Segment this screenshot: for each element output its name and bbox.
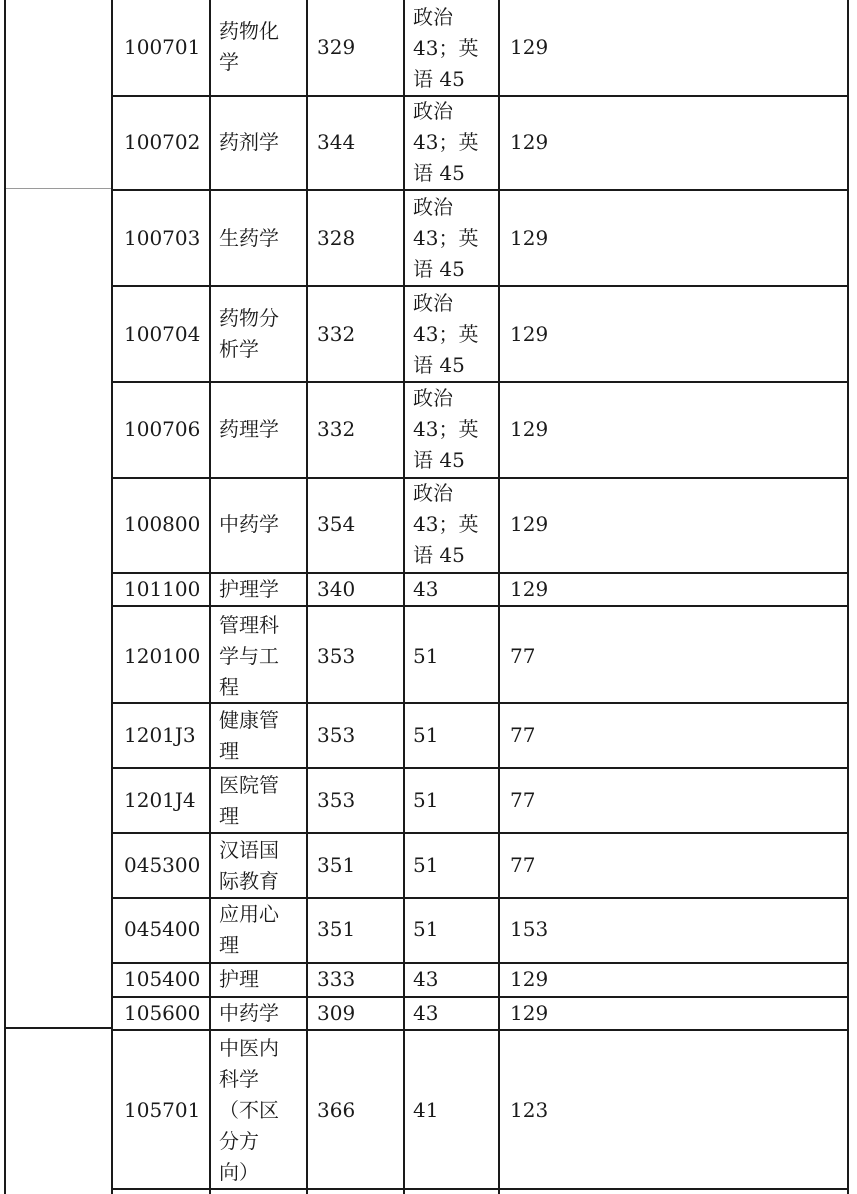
table-cell-code: 101100 bbox=[124, 577, 201, 601]
table-cell-single: 51 bbox=[413, 853, 439, 877]
table-cell-other: 129 bbox=[510, 577, 549, 601]
table-border-name-column bbox=[306, 0, 308, 1194]
table-cell-name: 应用心 理 bbox=[219, 902, 279, 957]
table-cell-single: 41 bbox=[413, 1098, 439, 1122]
table-cell-other: 153 bbox=[510, 917, 549, 941]
table-cell-code: 105400 bbox=[124, 967, 201, 991]
table-cell-other: 123 bbox=[510, 1098, 549, 1122]
table-cell-name: 医院管 理 bbox=[219, 773, 279, 828]
table-cell-name: 药理学 bbox=[219, 417, 279, 441]
table-cell-total: 353 bbox=[317, 723, 356, 747]
table-cell-single: 51 bbox=[413, 788, 439, 812]
table-cell-total: 353 bbox=[317, 788, 356, 812]
table-cell-code: 120100 bbox=[124, 644, 201, 668]
group-divider bbox=[4, 1027, 111, 1029]
table-cell-other: 129 bbox=[510, 967, 549, 991]
row-divider bbox=[111, 1029, 849, 1031]
table-border-right bbox=[847, 0, 849, 1194]
table-cell-total: 351 bbox=[317, 853, 356, 877]
table-cell-total: 366 bbox=[317, 1098, 356, 1122]
table-cell-single: 43 bbox=[413, 967, 439, 991]
table-cell-name: 药物分 析学 bbox=[219, 306, 279, 361]
table-cell-code: 105600 bbox=[124, 1001, 201, 1025]
table-cell-single: 政治 43；英 语 45 bbox=[413, 291, 479, 377]
table-cell-name: 汉语国 际教育 bbox=[219, 838, 279, 893]
table-cell-name: 护理学 bbox=[219, 577, 279, 601]
table-cell-code: 100701 bbox=[124, 35, 201, 59]
table-cell-other: 129 bbox=[510, 130, 549, 154]
table-cell-other: 129 bbox=[510, 35, 549, 59]
table-cell-other: 129 bbox=[510, 512, 549, 536]
table-cell-name: 中药学 bbox=[219, 512, 279, 536]
table-cell-single: 政治 43；英 语 45 bbox=[413, 99, 479, 185]
table-border-left bbox=[4, 0, 6, 1194]
table-cell-code: 100703 bbox=[124, 226, 201, 250]
row-divider bbox=[111, 1188, 849, 1190]
table-cell-total: 332 bbox=[317, 417, 356, 441]
table-cell-name: 药剂学 bbox=[219, 130, 279, 154]
table-cell-name: 中药学 bbox=[219, 1001, 279, 1025]
row-divider bbox=[111, 832, 849, 834]
table-cell-total: 309 bbox=[317, 1001, 356, 1025]
table-cell-code: 1201J3 bbox=[124, 723, 196, 747]
row-divider bbox=[111, 767, 849, 769]
table-cell-name: 生药学 bbox=[219, 226, 279, 250]
row-divider bbox=[111, 285, 849, 287]
table-border-code-column bbox=[209, 0, 211, 1194]
table-cell-other: 129 bbox=[510, 226, 549, 250]
table-cell-other: 129 bbox=[510, 1001, 549, 1025]
table-cell-code: 100702 bbox=[124, 130, 201, 154]
table-cell-code: 100800 bbox=[124, 512, 201, 536]
table-cell-name: 护理 bbox=[219, 967, 259, 991]
table-border-single-column bbox=[498, 0, 500, 1194]
table-cell-other: 129 bbox=[510, 322, 549, 346]
table-cell-total: 328 bbox=[317, 226, 356, 250]
table-cell-total: 353 bbox=[317, 644, 356, 668]
table-cell-name: 药物化 学 bbox=[219, 19, 279, 74]
table-border-group-column bbox=[111, 0, 113, 1194]
table-cell-other: 77 bbox=[510, 788, 536, 812]
table-cell-single: 政治 43；英 语 45 bbox=[413, 195, 479, 281]
table-cell-single: 51 bbox=[413, 917, 439, 941]
table-cell-name: 管理科 学与工 程 bbox=[219, 613, 279, 699]
row-divider bbox=[111, 189, 849, 191]
table-cell-total: 351 bbox=[317, 917, 356, 941]
row-divider bbox=[111, 605, 849, 607]
table-cell-single: 43 bbox=[413, 1001, 439, 1025]
table-cell-total: 329 bbox=[317, 35, 356, 59]
table-cell-single: 政治 43；英 语 45 bbox=[413, 481, 479, 567]
table-cell-code: 100704 bbox=[124, 322, 201, 346]
table-cell-total: 332 bbox=[317, 322, 356, 346]
table-cell-single: 43 bbox=[413, 577, 439, 601]
table-cell-name: 健康管 理 bbox=[219, 708, 279, 763]
table-border-total-column bbox=[403, 0, 405, 1194]
table-cell-total: 344 bbox=[317, 130, 356, 154]
table-cell-single: 51 bbox=[413, 644, 439, 668]
table-cell-other: 129 bbox=[510, 417, 549, 441]
table-cell-name: 中医内 科学 （不区 分方 向） bbox=[219, 1036, 279, 1184]
table-cell-single: 政治 43；英 语 45 bbox=[413, 5, 479, 91]
table-cell-single: 51 bbox=[413, 723, 439, 747]
table-cell-total: 340 bbox=[317, 577, 356, 601]
table-cell-code: 1201J4 bbox=[124, 788, 196, 812]
table-cell-total: 354 bbox=[317, 512, 356, 536]
table-cell-other: 77 bbox=[510, 723, 536, 747]
table-cell-code: 045400 bbox=[124, 917, 201, 941]
table-cell-total: 333 bbox=[317, 967, 356, 991]
table-cell-other: 77 bbox=[510, 853, 536, 877]
table-cell-single: 政治 43；英 语 45 bbox=[413, 386, 479, 472]
table-cell-other: 77 bbox=[510, 644, 536, 668]
table-cell-code: 045300 bbox=[124, 853, 201, 877]
table-cell-code: 100706 bbox=[124, 417, 201, 441]
group-divider bbox=[6, 188, 111, 189]
table-cell-code: 105701 bbox=[124, 1098, 201, 1122]
